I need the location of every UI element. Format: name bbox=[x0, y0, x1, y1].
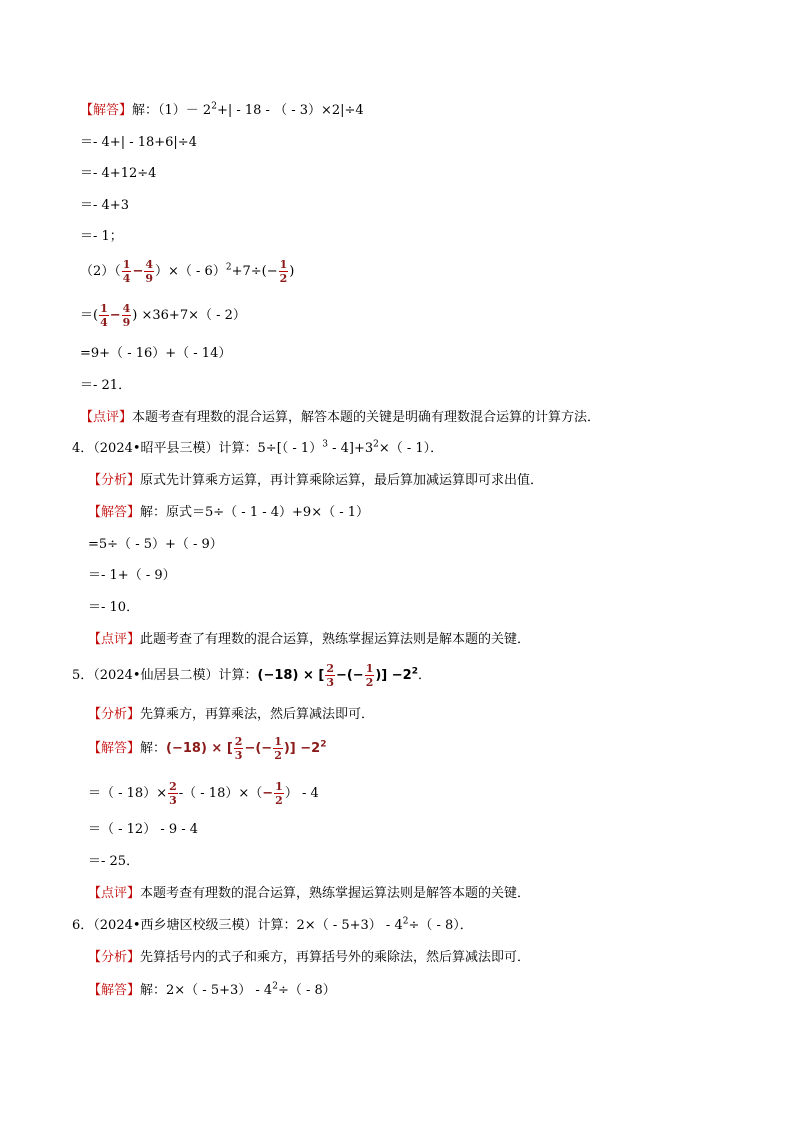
p3-step-3: ＝- 4+3 bbox=[80, 198, 129, 213]
p3-part2-step-3: ＝- 21． bbox=[80, 378, 132, 393]
fraction-1-2: $\frac{1}{2}$ bbox=[275, 780, 283, 807]
p6-answer: 【解答】解：$2\times( - 5+3) - 4^2\div( - 8)$ bbox=[88, 981, 336, 998]
fraction-2-3: $\frac{2}{3}$ bbox=[169, 780, 177, 807]
fraction-1-2: $\frac{1}{2}$ bbox=[279, 258, 288, 285]
p3-part2-question: （2）（ $\frac{1}{4}$ − $\frac{4}{9}$ ）×（ - 6）$^2$+7÷(− $\frac{1}{2}$ ) bbox=[80, 258, 295, 285]
p4-step-1: =5÷（ - 5）+（ - 9） bbox=[88, 537, 223, 552]
p6-analysis: 【分析】先算括号内的式子和乘方，再算括号外的乘除法，然后算减法即可． bbox=[88, 950, 531, 965]
p5-question: 5．（2024•仙居县二模）计算：(−18) × [ $\frac{2}{3}$ −(− $\frac{1}{2}$ )] $-2^2$． bbox=[72, 662, 431, 689]
p3-part2-step-2: =9+（ - 16）+（ - 14） bbox=[80, 346, 232, 361]
fraction-2-3: $\frac{2}{3}$ bbox=[234, 735, 243, 762]
fraction-4-9: $\frac{4}{9}$ bbox=[145, 258, 153, 285]
p3-step-1: ＝- 4+| - 18+6|÷4 bbox=[80, 135, 197, 150]
comment-tag: 【点评】 bbox=[80, 410, 133, 425]
p5-answer: 【解答】解：(−18) × [ $\frac{2}{3}$ −(− $\frac{1}{2}$ )] $-2^2$ bbox=[88, 735, 327, 762]
answer-tag: 【解答】 bbox=[80, 103, 133, 118]
answer-tag: 【解答】 bbox=[88, 741, 141, 756]
p3-comment: 【点评】本题考查有理数的混合运算，解答本题的关键是明确有理数混合运算的计算方法． bbox=[80, 410, 601, 425]
p4-step-3: ＝- 10． bbox=[88, 600, 140, 615]
p3-part2-step-1: ＝( $\frac{1}{4}$ − $\frac{4}{9}$ ) ×36+7×（ - 2） bbox=[80, 302, 246, 329]
p4-question: 4．（2024•昭平县三模）计算：$5\div[( - 1)^3 - 4]+3^2\times( - 1)$． bbox=[72, 439, 444, 456]
p6-question: 6．（2024•西乡塘区校级三模）计算：$2\times( - 5+3) - 4^2\div( - 8)$． bbox=[72, 916, 473, 933]
fraction-1-2: $\frac{1}{2}$ bbox=[365, 662, 374, 689]
p3-step-2: ＝- 4+12÷4 bbox=[80, 166, 157, 181]
p3-step-4: ＝- 1； bbox=[80, 229, 123, 244]
p4-comment: 【点评】此题考查了有理数的混合运算，熟练掌握运算法则是解本题的关键． bbox=[88, 632, 531, 647]
answer-tag: 【解答】 bbox=[88, 505, 141, 520]
fraction-1-4: $\frac{1}{4}$ bbox=[100, 302, 108, 329]
fraction-4-9: $\frac{4}{9}$ bbox=[122, 302, 131, 329]
comment-tag: 【点评】 bbox=[88, 886, 141, 901]
p5-step-1: ＝（ - 18）× $\frac{2}{3}$ -（ - 18）×（− $\frac{1}{2}$ ） - 4 bbox=[88, 780, 319, 807]
analysis-tag: 【分析】 bbox=[88, 473, 141, 488]
p5-step-2: ＝（ - 12） - 9 - 4 bbox=[88, 822, 199, 837]
p4-step-2: ＝- 1+（ - 9） bbox=[88, 568, 176, 583]
p3-answer-line: 【解答】解：$(1)- 2^2+| - 18$ - （ - 3）×2|÷4 bbox=[80, 101, 364, 118]
p5-step-3: ＝- 25． bbox=[88, 854, 140, 869]
fraction-1-2: $\frac{1}{2}$ bbox=[274, 735, 282, 762]
answer-tag: 【解答】 bbox=[88, 983, 141, 998]
analysis-tag: 【分析】 bbox=[88, 950, 141, 965]
analysis-tag: 【分析】 bbox=[88, 707, 141, 722]
comment-tag: 【点评】 bbox=[88, 632, 141, 647]
p5-analysis: 【分析】先算乘方，再算乘法，然后算减法即可． bbox=[88, 707, 375, 722]
fraction-1-4: $\frac{1}{4}$ bbox=[122, 258, 131, 285]
fraction-2-3: $\frac{2}{3}$ bbox=[326, 662, 334, 689]
p5-comment: 【点评】本题考查有理数的混合运算，熟练掌握运算法则是解答本题的关键． bbox=[88, 886, 531, 901]
p4-answer: 【解答】解：原式＝5÷（ - 1 - 4）+9×（ - 1） bbox=[88, 505, 370, 520]
p4-analysis: 【分析】原式先计算乘方运算，再计算乘除运算，最后算加减运算即可求出值． bbox=[88, 473, 544, 488]
